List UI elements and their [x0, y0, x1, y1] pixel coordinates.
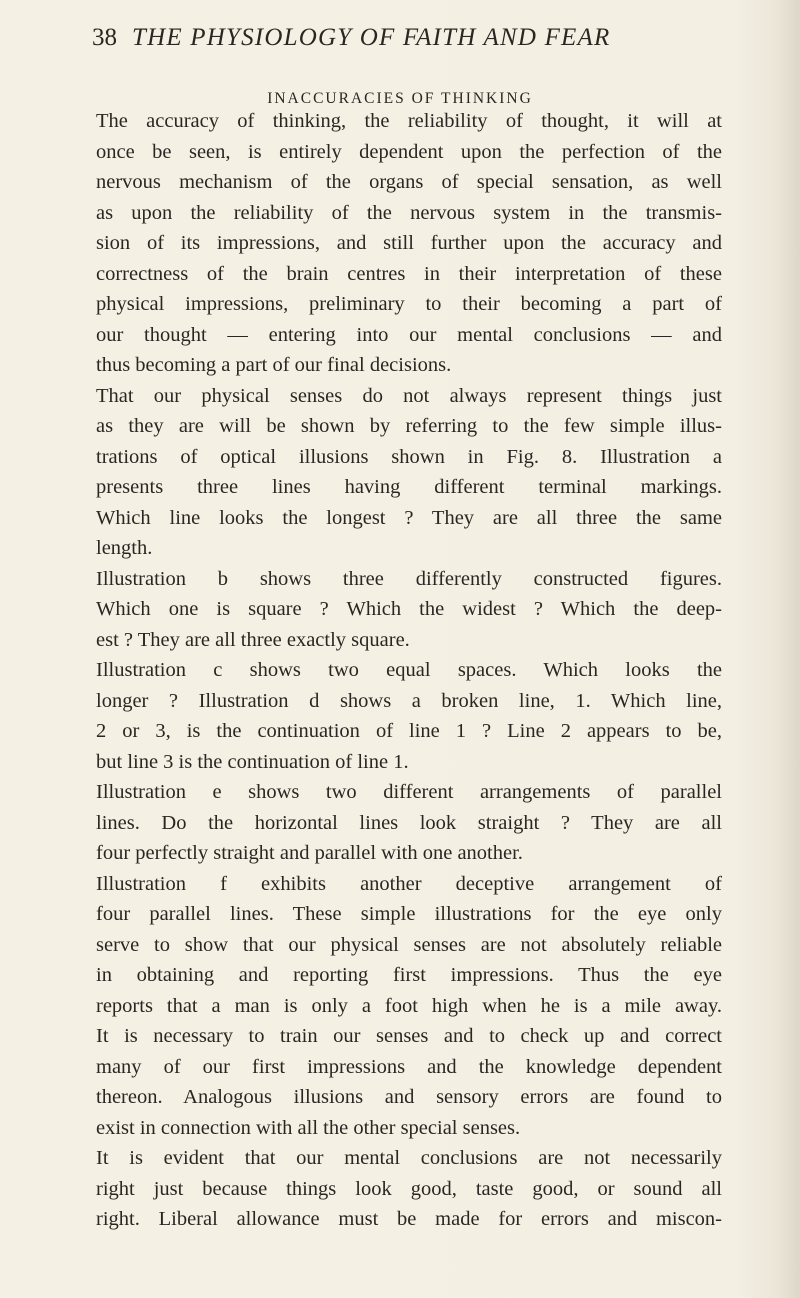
- text-line: many of our first impressions and the knowledge dependent: [96, 1055, 722, 1078]
- text-line: physical impressions, preliminary to their becoming a part of: [96, 293, 722, 315]
- text-line: The accuracy of thinking, the reliability of thought, it will at: [96, 110, 722, 132]
- text-line: Illustration f exhibits another deceptive arrangement of: [96, 872, 722, 895]
- text-line: length.: [96, 537, 153, 559]
- text-line: nervous mechanism of the organs of special sensation, as well: [96, 171, 722, 193]
- text-line: right just because things look good, taste good, or sound all: [96, 1177, 722, 1200]
- text-line: correctness of the brain centres in their interpretation of these: [96, 262, 722, 285]
- text-line: presents three lines having different terminal markings.: [96, 476, 722, 498]
- page-number: 38: [92, 24, 117, 51]
- text-line: Illustration c shows two equal spaces. Which looks the: [96, 659, 722, 681]
- text-line: Which one is square ? Which the widest ? Which the deep-: [96, 598, 722, 620]
- running-title: THE PHYSIOLOGY OF FAITH AND FEAR: [132, 24, 611, 51]
- text-line: That our physical senses do not always represent things just: [96, 384, 722, 407]
- text-line: once be seen, is entirely dependent upon the perfection of the: [96, 140, 722, 163]
- text-line: thereon. Analogous illusions and sensory errors are found to: [96, 1086, 722, 1108]
- text-line: 2 or 3, is the continuation of line 1 ? Line 2 appears to be,: [96, 720, 722, 742]
- text-line: It is necessary to train our senses and to check up and correct: [96, 1025, 722, 1047]
- text-line: Illustration b shows three differently constructed figures.: [96, 567, 722, 590]
- body-text: [96, 106, 722, 1235]
- text-line: right. Liberal allowance must be made for errors and miscon-: [96, 1208, 722, 1230]
- text-line: It is evident that our mental conclusions are not necessarily: [96, 1147, 722, 1169]
- text-line: but line 3 is the continuation of line 1.: [96, 750, 409, 773]
- text-line: our thought — entering into our mental conclusions — and: [96, 323, 722, 346]
- text-line: trations of optical illusions shown in Fig. 8. Illustration a: [96, 445, 722, 468]
- text-line: exist in connection with all the other special senses.: [96, 1116, 521, 1139]
- text-line: sion of its impressions, and still further upon the accuracy and: [96, 232, 722, 254]
- text-line: four parallel lines. These simple illustrations for the eye only: [96, 903, 722, 925]
- text-line: serve to show that our physical senses are not absolutely reliable: [96, 933, 722, 956]
- text-line: Illustration e shows two different arrangements of parallel: [96, 781, 722, 803]
- text-line: thus becoming a part of our final decisions.: [96, 354, 452, 376]
- page-header: [92, 22, 732, 54]
- text-line: Which line looks the longest ? They are all three the same: [96, 506, 722, 529]
- section-heading: INACCURACIES OF THINKING: [267, 90, 533, 107]
- text-line: four perfectly straight and parallel with one another.: [96, 842, 523, 864]
- text-line: in obtaining and reporting first impressions. Thus the eye: [96, 964, 722, 986]
- text-line: as upon the reliability of the nervous system in the transmis-: [96, 201, 722, 224]
- text-line: longer ? Illustration d shows a broken line, 1. Which line,: [96, 689, 722, 712]
- text-line: lines. Do the horizontal lines look straight ? They are all: [96, 811, 722, 834]
- text-line: est ? They are all three exactly square.: [96, 628, 410, 651]
- text-line: as they are will be shown by referring to the few simple illus-: [96, 415, 722, 437]
- text-line: reports that a man is only a foot high when he is a mile away.: [96, 994, 722, 1017]
